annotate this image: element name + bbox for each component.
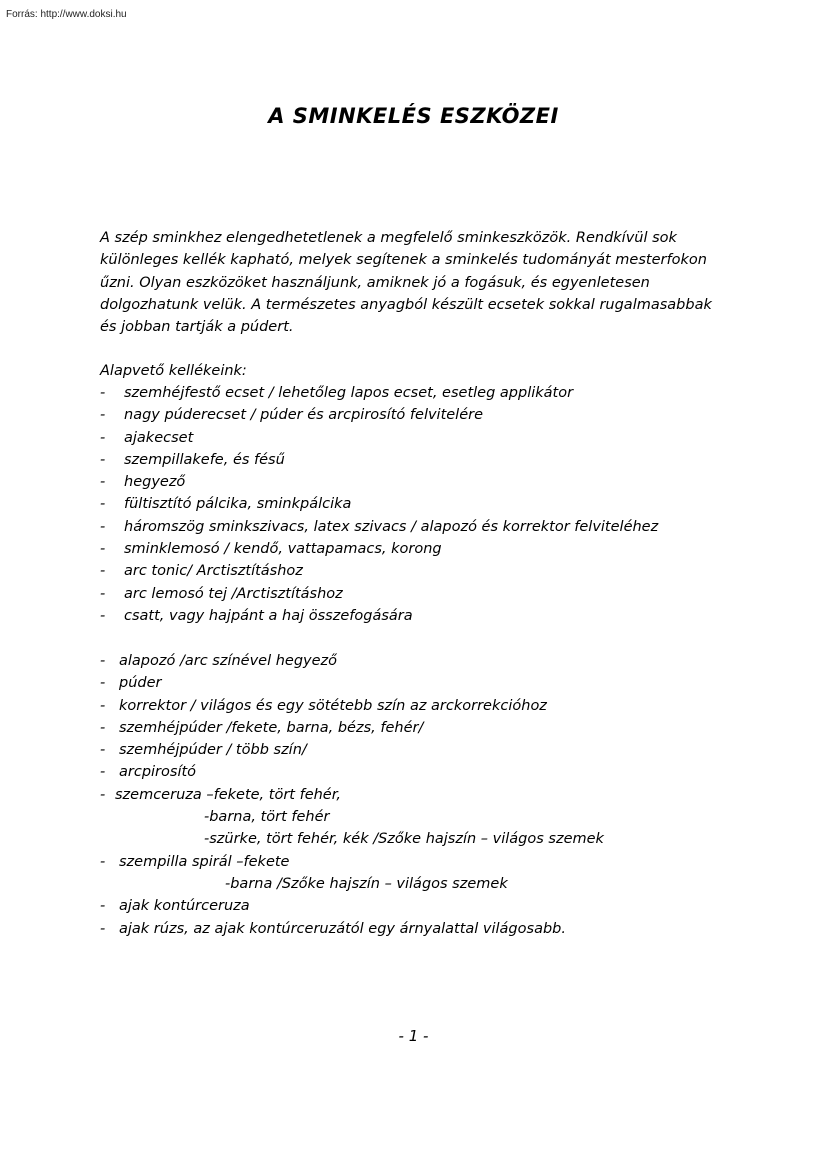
list-item-text: szemhéjfestő ecset / lehetőleg lapos ecset, esetleg applikátor <box>124 385 574 401</box>
list-dash: - <box>100 742 106 759</box>
source-note: Forrás: http://www.doksi.hu <box>6 9 127 20</box>
list-item-text: szemceruza –fekete, tört fehér, <box>115 786 341 803</box>
list-item-text: korrektor / világos és egy sötétebb szín az arckorrekcióhoz <box>119 697 547 714</box>
intro-line: különleges kellék kapható, melyek segítenek a sminkelés tudományát mesterfokon <box>100 252 707 269</box>
list-item-text: arcpirosító <box>119 764 197 781</box>
intro-line: A szép sminkhez elengedhetetlenek a megfelelő sminkeszközök. Rendkívül sok <box>100 230 677 246</box>
list-dash: - <box>100 719 106 736</box>
list-dash: - <box>100 429 106 446</box>
list-dash: - <box>100 607 106 624</box>
intro-paragraph <box>100 227 712 338</box>
list-item-text: sminklemosó / kendő, vattapamacs, korong <box>124 541 442 558</box>
list-dash: - <box>100 474 106 491</box>
list-dash: - <box>100 451 106 468</box>
continuation-text: -barna, tört fehér <box>204 809 330 826</box>
list-dash: - <box>100 496 106 513</box>
list-dash: - <box>100 563 106 580</box>
list-item-text: háromszög sminkszivacs, latex szivacs / alapozó és korrektor felviteléhez <box>124 518 659 535</box>
list-item-text: szempillakefe, és fésű <box>124 451 285 468</box>
list-dash: - <box>100 898 106 915</box>
continuation-text: -szürke, tört fehér, kék /Szőke hajszín – világos szemek <box>204 831 604 848</box>
list-item-text: arc lemosó tej /Arctisztításhoz <box>124 585 343 602</box>
continuation-text: -barna /Szőke hajszín – világos szemek <box>225 875 508 892</box>
list-item-text: púder <box>119 675 162 692</box>
list-dash: - <box>100 697 106 714</box>
basics-heading: Alapvető kellékeink: <box>100 363 247 379</box>
list-dash: - <box>100 786 106 803</box>
list-dash: - <box>100 675 106 692</box>
page-title: A SMINKELÉS ESZKÖZEI <box>268 104 559 128</box>
list-dash: - <box>100 920 106 937</box>
list-dash: - <box>100 653 106 669</box>
list-dash: - <box>100 585 106 602</box>
list-item-text: csatt, vagy hajpánt a haj összefogására <box>124 607 413 624</box>
list-item-text: ajak rúzs, az ajak kontúrceruzától egy árnyalattal világosabb. <box>119 920 566 937</box>
intro-line: űzni. Olyan eszközöket használjunk, amiknek jó a fogásuk, és egyenletesen <box>100 274 650 291</box>
list-item-text: alapozó /arc színével hegyező <box>119 653 338 669</box>
list-item-text: hegyező <box>124 474 186 491</box>
list-item-text: szemhéjpúder /fekete, barna, bézs, fehér/ <box>119 719 424 736</box>
list-dash: - <box>100 385 106 401</box>
list-item-text: szemhéjpúder / több szín/ <box>119 742 307 759</box>
list-dash: - <box>100 541 106 558</box>
list-item-text: szempilla spirál –fekete <box>119 853 290 870</box>
page-number: - 1 - <box>398 1027 429 1045</box>
list-dash: - <box>100 518 106 535</box>
intro-line: dolgozhatunk velük. A természetes anyagból készült ecsetek sokkal rugalmasabbak <box>100 296 712 313</box>
list-item-text: ajak kontúrceruza <box>119 898 250 915</box>
list-dash: - <box>100 407 106 424</box>
list-item-text: ajakecset <box>124 429 194 446</box>
list-item-text: arc tonic/ Arctisztításhoz <box>124 563 303 580</box>
list-dash: - <box>100 764 106 781</box>
list-item-text: nagy púderecset / púder és arcpirosító felvitelére <box>124 407 484 424</box>
intro-line: és jobban tartják a púdert. <box>100 319 294 336</box>
list-item-text: fültisztító pálcika, sminkpálcika <box>124 496 352 513</box>
list-dash: - <box>100 853 106 870</box>
